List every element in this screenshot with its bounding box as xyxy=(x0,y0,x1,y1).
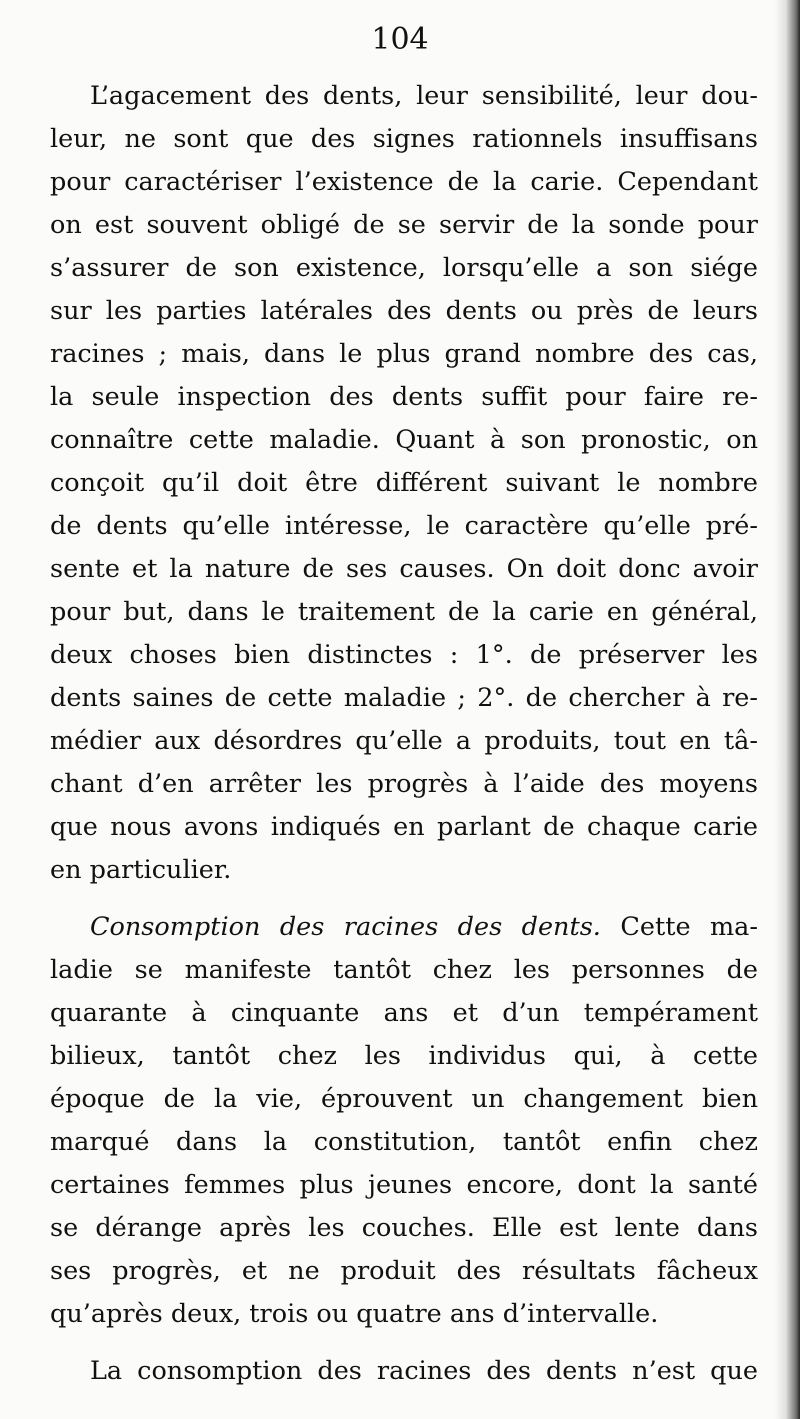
body-text xyxy=(50,75,758,1393)
paragraph-gap xyxy=(50,1336,758,1350)
text-line: époque de la vie, éprouvent un changement bien xyxy=(50,1084,758,1114)
text-line: sur les parties latérales des dents ou près de leurs xyxy=(50,296,758,326)
paragraph-consumption-continued xyxy=(50,1350,758,1393)
paragraph-caries-diagnosis xyxy=(50,75,758,892)
text-line: conçoit qu’il doit être différent suivant le nombre xyxy=(50,468,758,498)
text-line: de dents qu’elle intéresse, le caractère qu’elle pré- xyxy=(50,511,758,541)
text-line: bilieux, tantôt chez les individus qui, à cette xyxy=(50,1041,758,1071)
heading-continuation: Cette ma- xyxy=(600,912,758,942)
text-line: pour caractériser l’existence de la carie. Cependant xyxy=(50,167,758,197)
text-line: dents saines de cette maladie ; 2°. de chercher à re- xyxy=(50,683,758,713)
text-line: La consomption des racines des dents n’est que xyxy=(90,1356,758,1386)
text-line: médier aux désordres qu’elle a produits, tout en tâ- xyxy=(50,726,758,756)
text-line: la seule inspection des dents suffit pour faire re- xyxy=(50,382,758,412)
text-line: L’agacement des dents, leur sensibilité, leur dou- xyxy=(90,81,758,111)
text-line: certaines femmes plus jeunes encore, dont la santé xyxy=(50,1170,758,1200)
text-line: ladie se manifeste tantôt chez les personnes de xyxy=(50,955,758,985)
text-line: ses progrès, et ne produit des résultats fâcheux xyxy=(50,1256,758,1286)
text-line: qu’après deux, trois ou quatre ans d’intervalle. xyxy=(50,1299,659,1329)
text-line xyxy=(50,906,758,949)
text-line: s’assurer de son existence, lorsqu’elle a son siége xyxy=(50,253,758,283)
text-line: racines ; mais, dans le plus grand nombre des cas, xyxy=(50,339,758,369)
text-line: chant d’en arrêter les progrès à l’aide des moyens xyxy=(50,769,758,799)
page-number: 104 xyxy=(371,22,429,57)
page-edge-shadow xyxy=(774,0,800,1419)
text-line: on est souvent obligé de se servir de la sonde pour xyxy=(50,210,758,240)
text-line: sente et la nature de ses causes. On doit donc avoir xyxy=(50,554,758,584)
paragraph-root-consumption xyxy=(50,906,758,1336)
text-line: quarante à cinquante ans et d’un tempérament xyxy=(50,998,758,1028)
text-line: deux choses bien distinctes : 1°. de préserver les xyxy=(50,640,758,670)
paragraph-gap xyxy=(50,892,758,906)
text-line: en particulier. xyxy=(50,855,232,885)
text-line: se dérange après les couches. Elle est lente dans xyxy=(50,1213,758,1243)
text-line: pour but, dans le traitement de la carie en général, xyxy=(50,597,758,627)
text-line: leur, ne sont que des signes rationnels insuffisans xyxy=(50,124,758,154)
text-line: connaître cette maladie. Quant à son pronostic, on xyxy=(50,425,758,455)
text-line: marqué dans la constitution, tantôt enfin chez xyxy=(50,1127,758,1157)
text-line: que nous avons indiqués en parlant de chaque carie xyxy=(50,812,758,842)
section-heading: Consomption des racines des dents. xyxy=(90,912,601,942)
